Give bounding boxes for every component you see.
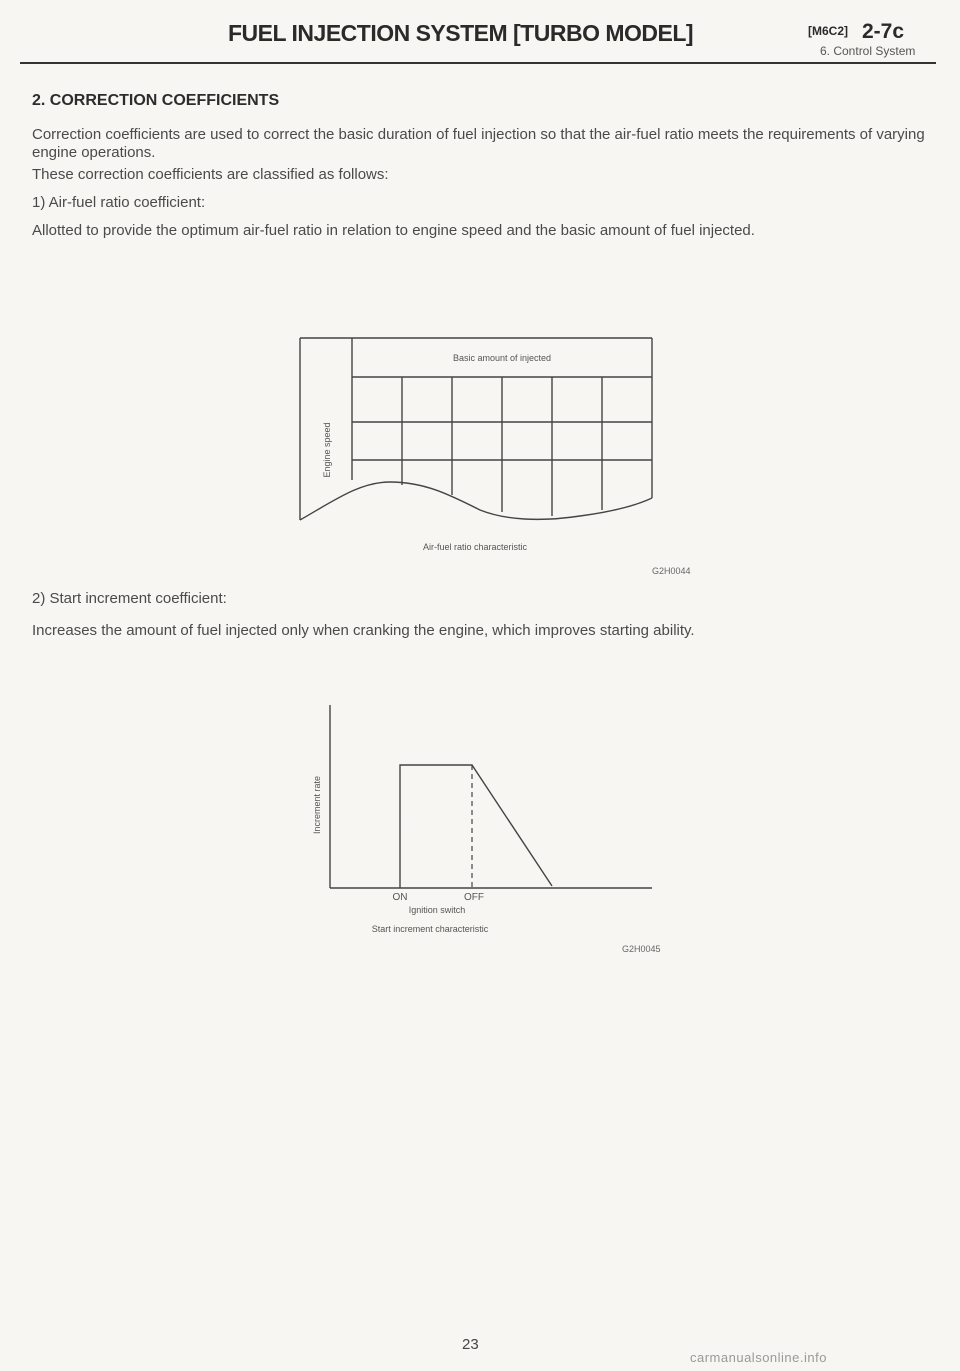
figure-1-code: G2H0044: [652, 566, 691, 576]
item-2-text: Increases the amount of fuel injected only when cranking the engine, which improves starting ability.: [32, 622, 695, 639]
section-heading: 2. CORRECTION COEFFICIENTS: [32, 92, 280, 109]
basic-amount-label: Basic amount of injected: [452, 353, 552, 363]
classification-paragraph: These correction coefficients are classified as follows:: [32, 166, 389, 183]
header-rule: [20, 62, 936, 64]
header-subsection: 6. Control System: [820, 44, 916, 58]
engine-speed-label: Engine speed: [322, 422, 332, 478]
air-fuel-caption: Air-fuel ratio characteristic: [422, 542, 528, 552]
header-page-ref: 2-7c: [862, 20, 905, 43]
start-increment-caption: Start increment characteristic: [371, 924, 489, 934]
ignition-switch-label: Ignition switch: [408, 905, 466, 915]
header-title: FUEL INJECTION SYSTEM [TURBO MODEL]: [228, 20, 694, 46]
off-label: OFF: [464, 892, 484, 903]
intro-paragraph: Correction coefficients are used to correct the basic duration of fuel injection so that the air-fuel ratio meets the requirements of varying engine operations.: [32, 126, 925, 161]
page-number: 23: [462, 1336, 479, 1353]
air-fuel-ratio-figure: [290, 330, 670, 562]
on-label: ON: [392, 892, 408, 903]
item-2-title: 2) Start increment coefficient:: [32, 590, 227, 607]
item-1-title: 1) Air-fuel ratio coefficient:: [32, 194, 206, 211]
figure-2-code: G2H0045: [622, 944, 661, 954]
footer-watermark[interactable]: carmanualsonline.info: [690, 1350, 827, 1365]
item-1-text: Allotted to provide the optimum air-fuel ratio in relation to engine speed and the basic amount of fuel injected.: [32, 222, 755, 239]
header-code: [M6C2]: [808, 24, 849, 38]
increment-rate-label: Increment rate: [312, 775, 322, 835]
start-increment-figure: [300, 700, 660, 950]
